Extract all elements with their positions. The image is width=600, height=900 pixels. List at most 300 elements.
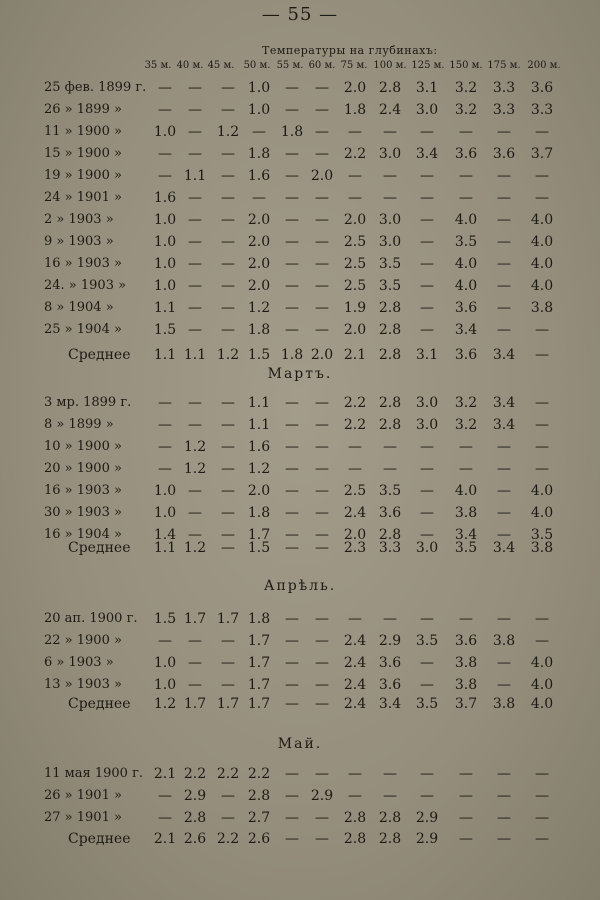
temperature-cell: — [285, 461, 299, 477]
temperature-cell: 4.0 [530, 655, 554, 671]
temperature-cell: 2.7 [247, 810, 271, 826]
average-row [0, 540, 600, 562]
temperature-cell: — [383, 766, 397, 782]
average-cell: 3.4 [378, 696, 402, 712]
temperature-cell: 4.0 [530, 256, 554, 272]
temperature-cell: 2.8 [378, 322, 402, 338]
observation-date: 27 » 1901 » [44, 810, 122, 825]
depth-label: 100 м. [373, 60, 407, 71]
temperature-cell: — [497, 322, 511, 338]
temperature-cell: — [188, 395, 202, 411]
temperature-cell: — [158, 168, 172, 184]
temperature-cell: 1.8 [247, 322, 271, 338]
observation-date: 6 » 1903 » [44, 655, 114, 670]
temperature-cell: — [348, 190, 362, 206]
temperature-cell: — [535, 417, 549, 433]
temperature-cell: 3.5 [378, 483, 402, 499]
depth-label: 125 м. [411, 60, 445, 71]
temperature-cell: 3.0 [415, 395, 439, 411]
temperature-cell: — [497, 766, 511, 782]
temperature-cell: — [188, 256, 202, 272]
temperature-cell: — [497, 483, 511, 499]
temperature-cell: 1.8 [247, 146, 271, 162]
average-cell: 4.0 [530, 696, 554, 712]
observation-date: 19 » 1900 » [44, 168, 122, 183]
temperature-cell: — [285, 483, 299, 499]
temperature-cell: — [285, 146, 299, 162]
temperature-cell: 3.6 [454, 146, 478, 162]
depth-header-row [0, 60, 600, 76]
temperature-cell: 1.2 [216, 124, 240, 140]
table-row [0, 655, 600, 677]
temperature-cell: — [497, 190, 511, 206]
temperature-cell: — [285, 611, 299, 627]
temperature-cell: — [497, 439, 511, 455]
average-cell: 3.8 [492, 696, 516, 712]
temperature-cell: 2.0 [247, 278, 271, 294]
temperature-cell: — [420, 788, 434, 804]
temperature-cell: 3.4 [415, 146, 439, 162]
temperature-cell: — [459, 124, 473, 140]
observation-date: 11 » 1900 » [44, 124, 122, 139]
temperature-cell: — [188, 633, 202, 649]
observation-date: 3 мр. 1899 г. [44, 395, 132, 410]
average-cell: 1.5 [247, 347, 271, 363]
table-row [0, 322, 600, 344]
average-cell: 3.4 [492, 540, 516, 556]
table-row [0, 505, 600, 527]
temperature-cell: — [383, 439, 397, 455]
temperature-cell: — [315, 256, 329, 272]
temperature-cell: — [158, 633, 172, 649]
temperature-cell: — [188, 278, 202, 294]
temperature-cell: 2.0 [343, 322, 367, 338]
temperature-cell: — [535, 633, 549, 649]
temperature-cell: — [188, 190, 202, 206]
average-cell: — [535, 831, 549, 847]
temperature-cell: — [221, 212, 235, 228]
temperature-cell: — [285, 212, 299, 228]
temperature-cell: — [497, 234, 511, 250]
temperature-cell: — [315, 190, 329, 206]
temperature-cell: 2.0 [343, 212, 367, 228]
average-cell: 2.6 [183, 831, 207, 847]
temperature-cell: — [188, 322, 202, 338]
temperature-cell: — [459, 810, 473, 826]
temperature-cell: 1.0 [153, 677, 177, 693]
temperature-cell: 2.8 [183, 810, 207, 826]
temperature-cell: 3.5 [530, 527, 554, 543]
average-row [0, 696, 600, 718]
table-row [0, 810, 600, 832]
temperature-cell: — [420, 655, 434, 671]
temperature-cell: — [285, 655, 299, 671]
temperature-cell: — [285, 395, 299, 411]
table-row [0, 461, 600, 483]
temperature-cell: 2.2 [183, 766, 207, 782]
temperature-cell: — [535, 766, 549, 782]
temperature-cell: 1.7 [247, 633, 271, 649]
temperature-cell: — [315, 655, 329, 671]
temperature-cell: 3.5 [415, 633, 439, 649]
temperature-cell: — [285, 633, 299, 649]
temperature-cell: 1.2 [183, 439, 207, 455]
temperature-cell: — [459, 461, 473, 477]
temperature-cell: 1.4 [153, 527, 177, 543]
temperature-cell: — [535, 611, 549, 627]
temperature-cell: 2.2 [343, 146, 367, 162]
average-cell: 3.7 [454, 696, 478, 712]
temperature-cell: 2.2 [247, 766, 271, 782]
average-cell: 1.7 [183, 696, 207, 712]
table-row [0, 611, 600, 633]
temperature-cell: — [221, 322, 235, 338]
temperature-cell: 3.2 [454, 102, 478, 118]
temperature-cell: 2.4 [343, 677, 367, 693]
temperature-cell: — [315, 146, 329, 162]
average-label: Среднее [68, 540, 131, 556]
temperature-cell: 2.2 [343, 417, 367, 433]
temperature-cell: — [459, 439, 473, 455]
average-cell: — [315, 696, 329, 712]
temperature-cell: 4.0 [454, 256, 478, 272]
temperature-cell: 2.8 [378, 527, 402, 543]
temperature-cell: — [252, 190, 266, 206]
temperature-cell: 2.5 [343, 256, 367, 272]
temperature-cell: — [158, 810, 172, 826]
average-cell: 3.5 [454, 540, 478, 556]
temperature-cell: 1.5 [153, 611, 177, 627]
temperature-cell: — [285, 190, 299, 206]
depth-label: 45 м. [207, 60, 235, 71]
temperature-cell: — [315, 677, 329, 693]
average-cell: — [285, 696, 299, 712]
temperature-cell: 1.1 [183, 168, 207, 184]
temperature-cell: 1.8 [247, 505, 271, 521]
temperature-cell: — [535, 788, 549, 804]
temperature-cell: — [285, 810, 299, 826]
temperature-cell: 1.8 [247, 611, 271, 627]
temperature-cell: 2.0 [247, 256, 271, 272]
temperature-cell: — [420, 677, 434, 693]
temperature-cell: 1.7 [247, 527, 271, 543]
temperature-cell: 3.4 [492, 395, 516, 411]
temperature-cell: — [285, 278, 299, 294]
temperature-cell: — [158, 395, 172, 411]
temperature-cell: 3.6 [454, 633, 478, 649]
temperature-cell: — [348, 461, 362, 477]
temperature-cell: 1.0 [153, 234, 177, 250]
temperature-cell: — [383, 611, 397, 627]
temperature-cell: — [315, 234, 329, 250]
temperature-cell: 2.4 [343, 655, 367, 671]
temperature-cell: — [420, 168, 434, 184]
temperature-cell: — [315, 611, 329, 627]
temperature-cell: — [221, 80, 235, 96]
temperature-cell: 2.9 [310, 788, 334, 804]
temperature-cell: 3.1 [415, 80, 439, 96]
temperature-cell: 3.6 [378, 655, 402, 671]
temperature-cell: 2.8 [343, 810, 367, 826]
temperature-cell: — [188, 505, 202, 521]
temperature-cell: 3.3 [530, 102, 554, 118]
average-cell: 1.5 [247, 540, 271, 556]
temperature-cell: — [221, 655, 235, 671]
temperature-cell: 2.2 [216, 766, 240, 782]
temperature-cell: 4.0 [454, 278, 478, 294]
observation-date: 25 фев. 1899 г. [44, 80, 147, 95]
temperature-cell: 2.5 [343, 483, 367, 499]
average-cell: — [285, 540, 299, 556]
observation-date: 2 » 1903 » [44, 212, 114, 227]
temperature-cell: 1.0 [153, 256, 177, 272]
table-row [0, 395, 600, 417]
temperature-cell: 2.4 [343, 505, 367, 521]
temperature-cell: — [497, 527, 511, 543]
temperature-cell: 2.0 [343, 527, 367, 543]
average-cell: — [459, 831, 473, 847]
temperature-cell: — [459, 766, 473, 782]
average-cell: 2.8 [343, 831, 367, 847]
temperature-cell: — [420, 300, 434, 316]
temperature-cell: 3.7 [530, 146, 554, 162]
average-cell: 3.5 [415, 696, 439, 712]
table-row [0, 788, 600, 810]
average-cell: 2.6 [247, 831, 271, 847]
temperature-cell: — [188, 212, 202, 228]
temperature-cell: — [188, 124, 202, 140]
temperature-cell: 3.8 [454, 655, 478, 671]
temperature-cell: 1.2 [183, 461, 207, 477]
temperature-cell: 3.4 [454, 527, 478, 543]
temperature-cell: — [497, 788, 511, 804]
temperature-cell: 3.3 [492, 102, 516, 118]
temperature-cell: — [188, 483, 202, 499]
average-cell: 3.4 [492, 347, 516, 363]
average-cell: 1.1 [153, 347, 177, 363]
observation-date: 16 » 1903 » [44, 256, 122, 271]
observation-date: 20 ап. 1900 г. [44, 611, 138, 626]
temperature-cell: 2.8 [378, 417, 402, 433]
month-title: Мартъ. [267, 366, 333, 382]
observation-date: 16 » 1904 » [44, 527, 122, 542]
temperature-cell: 3.0 [415, 102, 439, 118]
temperature-cell: 3.6 [492, 146, 516, 162]
temperature-cell: 1.1 [247, 417, 271, 433]
temperature-cell: 4.0 [530, 278, 554, 294]
temperature-cell: 3.2 [454, 80, 478, 96]
temperature-cell: 4.0 [530, 677, 554, 693]
temperature-cell: 1.0 [153, 505, 177, 521]
observation-date: 9 » 1903 » [44, 234, 114, 249]
temperature-cell: — [221, 527, 235, 543]
average-label: Среднее [68, 347, 131, 363]
temperature-cell: 3.6 [378, 505, 402, 521]
temperature-cell: — [535, 168, 549, 184]
temperature-cell: — [383, 168, 397, 184]
temperature-cell: — [221, 256, 235, 272]
temperature-cell: — [188, 655, 202, 671]
average-label: Среднее [68, 696, 131, 712]
temperature-cell: — [285, 527, 299, 543]
average-cell: 1.1 [183, 347, 207, 363]
temperature-cell: — [535, 395, 549, 411]
average-cell: 3.8 [530, 540, 554, 556]
table-row [0, 256, 600, 278]
temperature-cell: — [459, 611, 473, 627]
temperature-cell: — [315, 212, 329, 228]
temperature-cell: — [188, 677, 202, 693]
temperature-cell: 1.0 [153, 483, 177, 499]
temperature-cell: 2.0 [247, 212, 271, 228]
average-cell: 3.6 [454, 347, 478, 363]
temperature-cell: 2.5 [343, 278, 367, 294]
temperature-cell: — [497, 256, 511, 272]
temperature-cell: 1.6 [153, 190, 177, 206]
temperature-cell: — [315, 633, 329, 649]
temperature-cell: — [420, 439, 434, 455]
depth-label: 50 м. [243, 60, 271, 71]
temperature-cell: — [221, 439, 235, 455]
table-row [0, 300, 600, 322]
temperature-cell: — [221, 395, 235, 411]
temperature-cell: — [285, 417, 299, 433]
average-row [0, 831, 600, 853]
temperature-cell: 1.2 [247, 300, 271, 316]
table-row [0, 278, 600, 300]
temperature-cell: 3.4 [454, 322, 478, 338]
temperature-cell: — [221, 234, 235, 250]
temperature-cell: — [221, 146, 235, 162]
month-title: Май. [277, 736, 323, 752]
temperature-cell: — [535, 810, 549, 826]
temperature-cell: 1.1 [153, 300, 177, 316]
temperature-cell: 1.5 [153, 322, 177, 338]
observation-date: 10 » 1900 » [44, 439, 122, 454]
temperature-cell: 3.5 [454, 234, 478, 250]
temperature-cell: — [188, 80, 202, 96]
temperature-cell: — [188, 102, 202, 118]
temperature-cell: 2.9 [183, 788, 207, 804]
temperature-cell: 2.8 [378, 395, 402, 411]
temperature-cell: — [285, 168, 299, 184]
temperature-cell: — [221, 505, 235, 521]
temperature-cell: 1.0 [153, 655, 177, 671]
temperature-cell: — [188, 417, 202, 433]
temperature-cell: 3.5 [378, 256, 402, 272]
temperature-cell: — [497, 810, 511, 826]
temperature-cell: — [348, 439, 362, 455]
temperature-cell: 1.8 [343, 102, 367, 118]
temperature-cell: — [420, 766, 434, 782]
temperature-cell: — [158, 417, 172, 433]
table-row [0, 102, 600, 124]
average-label: Среднее [68, 831, 131, 847]
temperature-cell: — [315, 322, 329, 338]
average-cell: 1.8 [280, 347, 304, 363]
temperature-cell: — [497, 278, 511, 294]
temperature-cell: 2.0 [310, 168, 334, 184]
temperature-cell: 2.0 [343, 80, 367, 96]
table-row [0, 80, 600, 102]
observation-date: 24 » 1901 » [44, 190, 122, 205]
average-cell: 1.7 [216, 696, 240, 712]
temperature-cell: 3.6 [530, 80, 554, 96]
temperature-cell: 1.0 [153, 212, 177, 228]
temperature-cell: 1.0 [247, 80, 271, 96]
depth-label: 40 м. [176, 60, 204, 71]
table-row [0, 766, 600, 788]
temperature-cell: — [420, 527, 434, 543]
temperature-cell: — [221, 417, 235, 433]
temperature-cell: — [158, 461, 172, 477]
temperature-cell: — [315, 102, 329, 118]
temperature-cell: 2.0 [247, 483, 271, 499]
temperature-cell: 1.7 [183, 611, 207, 627]
observation-date: 20 » 1900 » [44, 461, 122, 476]
average-cell: 2.3 [343, 540, 367, 556]
temperature-cell: — [383, 190, 397, 206]
temperature-cell: — [315, 461, 329, 477]
temperature-cell: — [315, 124, 329, 140]
depth-label: 150 м. [449, 60, 483, 71]
temperature-cell: 2.8 [378, 80, 402, 96]
temperature-cell: — [315, 505, 329, 521]
temperature-cell: — [252, 124, 266, 140]
temperature-cell: 3.0 [415, 417, 439, 433]
temperature-cell: — [221, 633, 235, 649]
temperature-cell: — [221, 102, 235, 118]
temperature-cell: — [535, 124, 549, 140]
temperature-cell: — [315, 766, 329, 782]
temperature-cell: 3.8 [454, 677, 478, 693]
observation-date: 26 » 1899 » [44, 102, 122, 117]
temperature-cell: 1.8 [280, 124, 304, 140]
temperature-cell: — [420, 234, 434, 250]
temperature-cell: 1.0 [247, 102, 271, 118]
table-header-title: Температуры на глубинахъ: [262, 44, 438, 57]
temperature-cell: — [420, 124, 434, 140]
temperature-cell: — [221, 461, 235, 477]
depth-label: 75 м. [340, 60, 368, 71]
temperature-cell: — [348, 788, 362, 804]
observation-date: 15 » 1900 » [44, 146, 122, 161]
table-row [0, 168, 600, 190]
temperature-cell: — [221, 677, 235, 693]
temperature-cell: — [285, 300, 299, 316]
temperature-cell: — [188, 234, 202, 250]
average-cell: 1.2 [183, 540, 207, 556]
observation-date: 22 » 1900 » [44, 633, 122, 648]
temperature-cell: — [383, 788, 397, 804]
temperature-cell: 4.0 [530, 483, 554, 499]
average-cell: 3.0 [415, 540, 439, 556]
temperature-cell: — [420, 611, 434, 627]
temperature-cell: 3.8 [530, 300, 554, 316]
temperature-cell: 1.0 [153, 124, 177, 140]
average-cell: — [285, 831, 299, 847]
temperature-cell: — [315, 278, 329, 294]
temperature-cell: 1.7 [247, 677, 271, 693]
temperature-cell: — [315, 80, 329, 96]
temperature-cell: — [221, 190, 235, 206]
temperature-cell: 1.7 [247, 655, 271, 671]
temperature-cell: 2.1 [153, 766, 177, 782]
temperature-cell: — [285, 505, 299, 521]
temperature-cell: — [420, 461, 434, 477]
temperature-cell: — [420, 278, 434, 294]
observation-date: 24. » 1903 » [44, 278, 127, 293]
